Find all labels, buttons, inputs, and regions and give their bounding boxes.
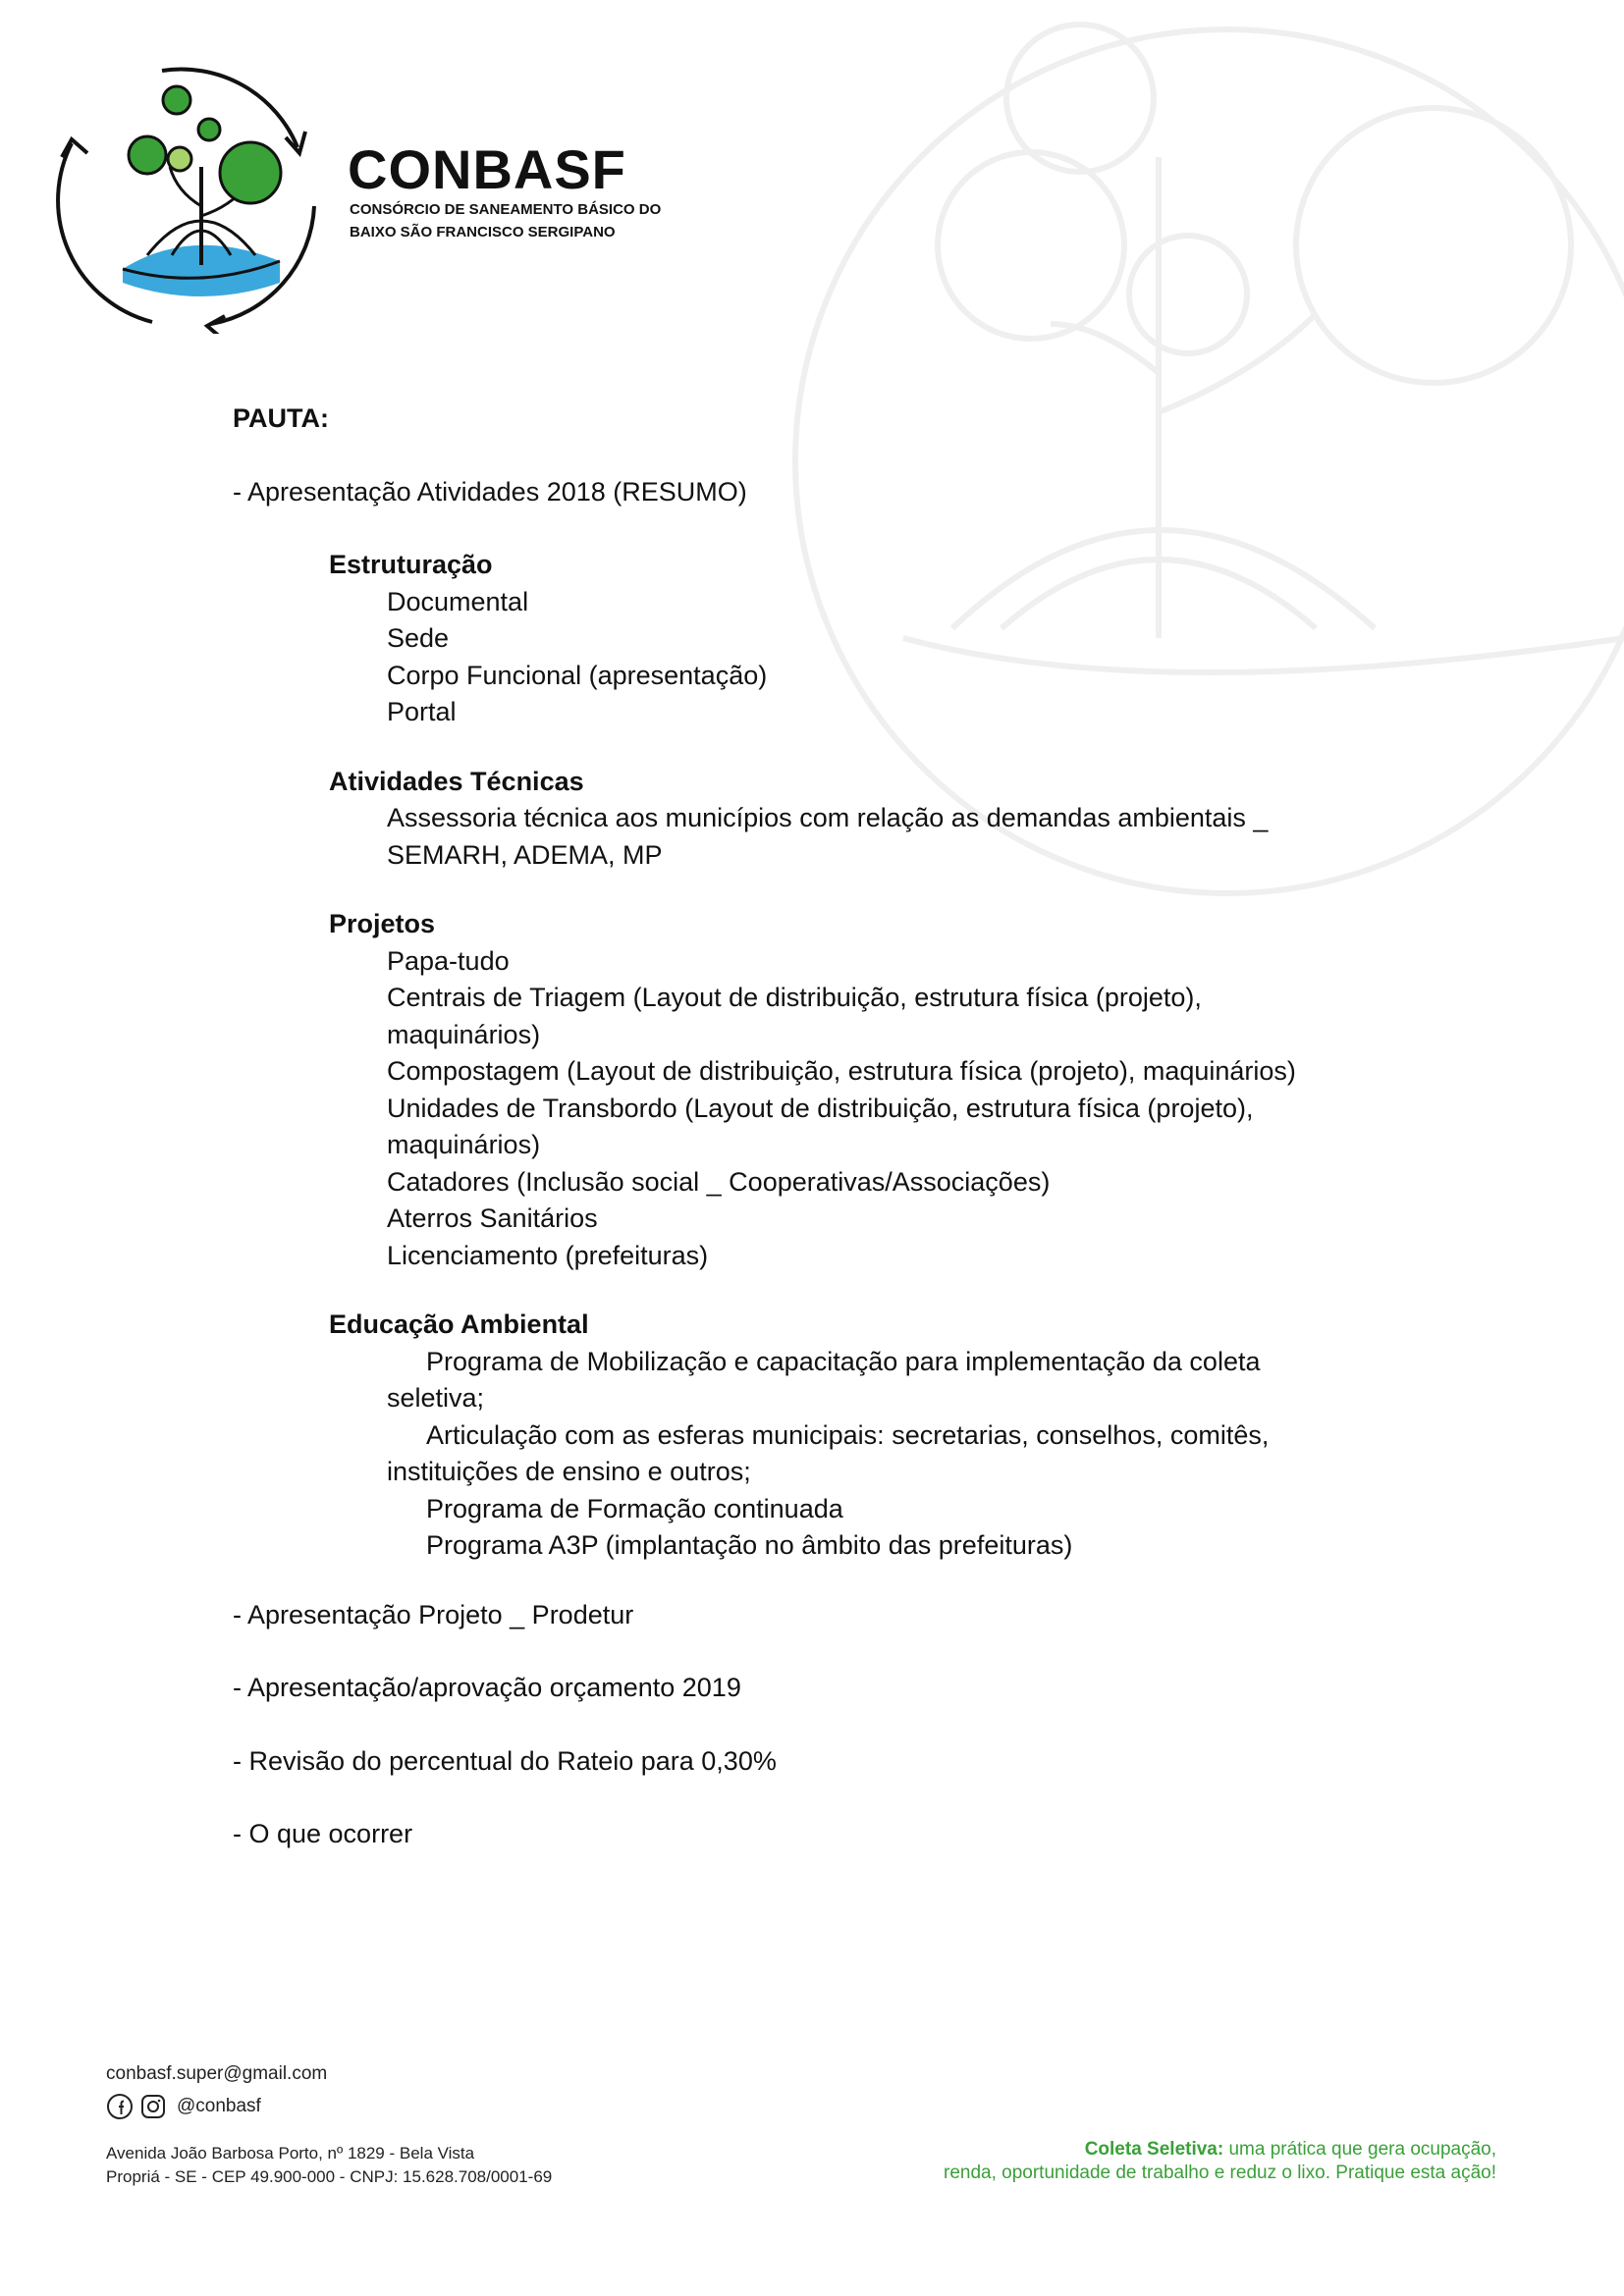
- list-item: Compostagem (Layout de distribuição, estrutura física (projeto), maquinários): [387, 1056, 1296, 1086]
- instagram-icon: [139, 2093, 167, 2120]
- list-item: Programa de Mobilização e capacitação para implementação da coleta: [426, 1346, 1261, 1376]
- agenda-item-budget: - Apresentação/aprovação orçamento 2019: [233, 1673, 741, 1702]
- list-item: SEMARH, ADEMA, MP: [387, 839, 663, 870]
- list-item: Articulação com as esferas municipais: secretarias, conselhos, comitês,: [426, 1419, 1270, 1450]
- section-heading-projetos: Projetos: [329, 909, 436, 938]
- list-item: maquinários): [387, 1130, 541, 1159]
- slogan-strong: Coleta Seletiva:: [1084, 2139, 1224, 2160]
- section-heading-atividades: Atividades Técnicas: [329, 766, 584, 796]
- footer-contact: [106, 2061, 552, 2189]
- list-item: seletiva;: [387, 1383, 485, 1413]
- org-name: CONBASF: [348, 138, 626, 200]
- list-item: Sede: [387, 623, 450, 653]
- slogan-rest: uma prática que gera ocupação,: [1223, 2139, 1496, 2160]
- org-subtitle-line2: BAIXO SÃO FRANCISCO SERGIPANO: [350, 224, 616, 240]
- list-item: Aterros Sanitários: [387, 1203, 598, 1233]
- address-line2: Propriá - SE - CEP 49.900-000 - CNPJ: 15.628.708/0001-69: [106, 2167, 553, 2186]
- org-subtitle-line1: CONSÓRCIO DE SANEAMENTO BÁSICO DO: [350, 201, 662, 218]
- address-line1: Avenida João Barbosa Porto, nº 1829 - Bela Vista: [106, 2144, 475, 2163]
- agenda-title: PAUTA:: [233, 403, 329, 433]
- list-item: Licenciamento (prefeituras): [387, 1240, 709, 1270]
- list-item: Documental: [387, 586, 529, 616]
- list-item: Centrais de Triagem (Layout de distribuição, estrutura física (projeto),: [387, 983, 1202, 1012]
- list-item: instituições de ensino e outros;: [387, 1457, 751, 1486]
- facebook-icon: [106, 2093, 134, 2120]
- agenda-item-activities: - Apresentação Atividades 2018 (RESUMO): [233, 476, 747, 507]
- section-heading-educacao: Educação Ambiental: [329, 1309, 589, 1339]
- list-item: Catadores (Inclusão social _ Cooperativas/Associações): [387, 1166, 1051, 1197]
- list-item: maquinários): [387, 1019, 541, 1049]
- list-item: Papa-tudo: [387, 945, 510, 976]
- agenda-item-prodetur: - Apresentação Projeto _ Prodetur: [233, 1599, 634, 1629]
- agenda-item-other: - O que ocorrer: [233, 1819, 413, 1848]
- list-item: Portal: [387, 697, 457, 726]
- org-subtitle: [350, 198, 661, 243]
- list-item: Unidades de Transbordo (Layout de distribuição, estrutura física (projeto),: [387, 1093, 1254, 1123]
- footer-slogan: [944, 2138, 1496, 2185]
- section-heading-estruturacao: Estruturação: [329, 550, 493, 579]
- list-item: Assessoria técnica aos municípios com relação as demandas ambientais _: [387, 803, 1269, 832]
- social-links: [106, 2093, 552, 2120]
- slogan-line2: renda, oportunidade de trabalho e reduz o lixo. Pratique esta ação!: [944, 2163, 1496, 2183]
- slogan-line1: [944, 2138, 1496, 2162]
- list-item: Programa de Formação continuada: [426, 1493, 843, 1523]
- social-handle: @conbasf: [177, 2096, 261, 2116]
- agenda-item-rateio: - Revisão do percentual do Rateio para 0,30%: [233, 1745, 777, 1776]
- list-item: Corpo Funcional (apresentação): [387, 660, 768, 690]
- contact-email: conbasf.super@gmail.com: [106, 2063, 328, 2084]
- agenda: [233, 400, 1470, 1853]
- tree-water-recycle-logo-icon: [54, 59, 329, 334]
- list-item: Programa A3P (implantação no âmbito das prefeituras): [426, 1530, 1073, 1560]
